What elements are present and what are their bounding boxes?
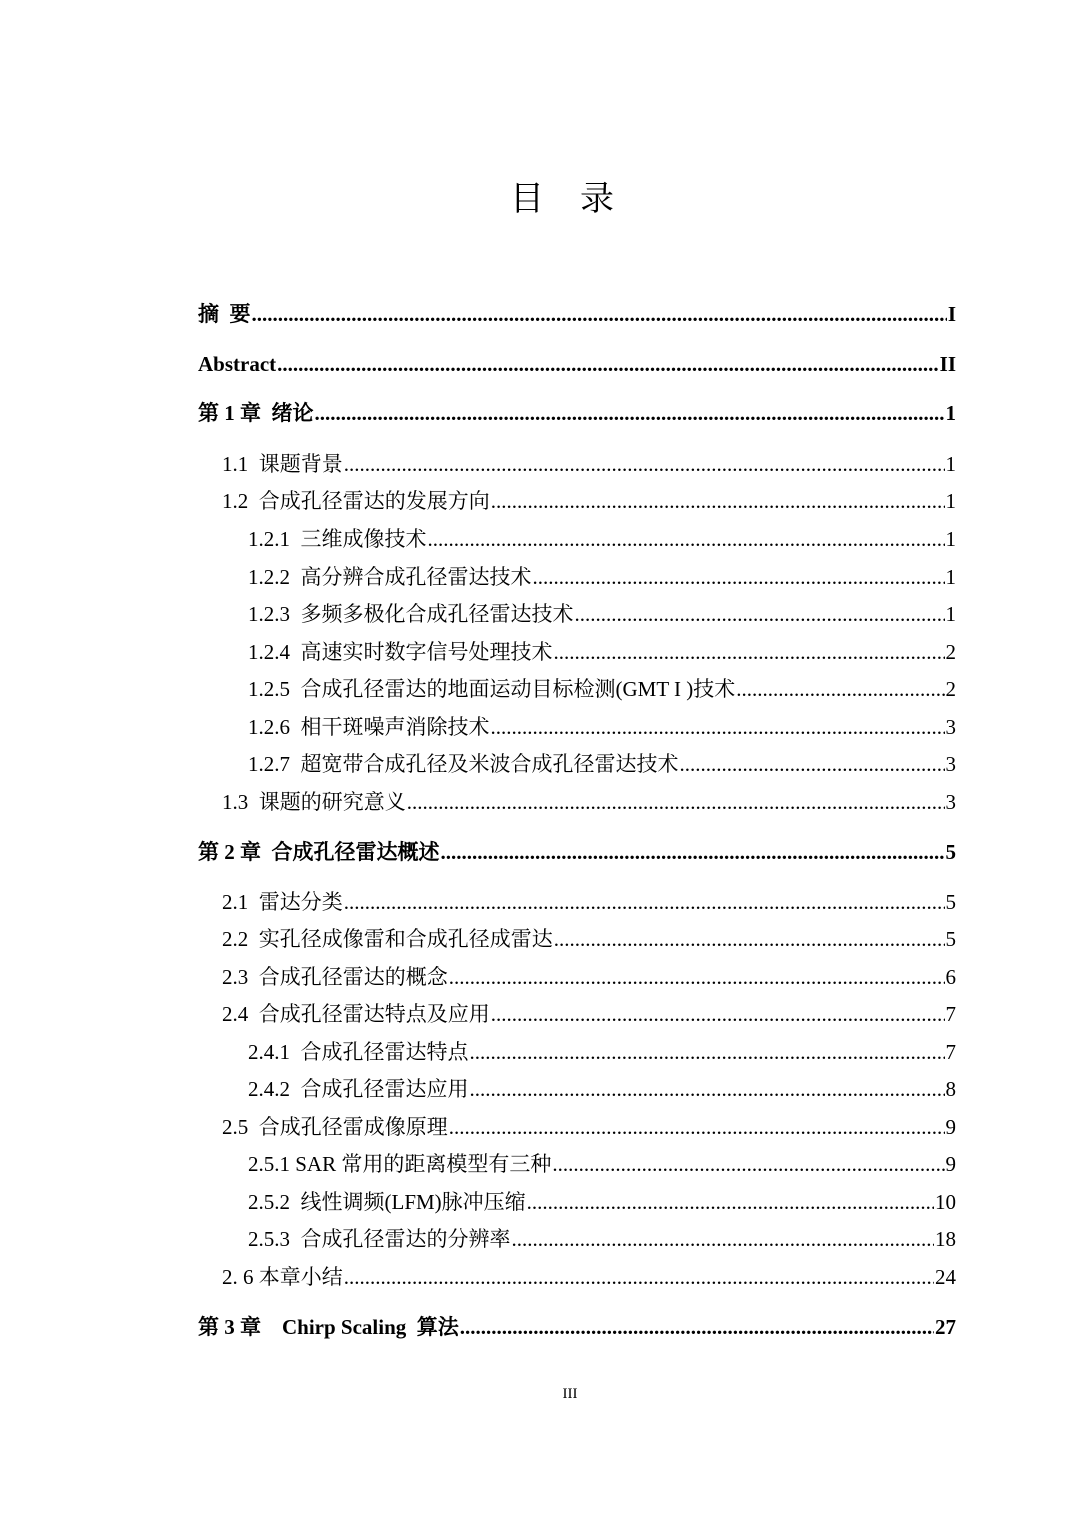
toc-entry[interactable] [198,1312,956,1342]
toc-dot-leader [344,887,945,917]
toc-entry-page-number: 3 [945,752,956,776]
toc-entry[interactable] [222,1112,956,1142]
toc-entry-label: 1.2.3 多频多极化合成孔径雷达技术 [248,602,574,626]
toc-dot-leader [533,562,945,592]
toc-entry-label: 2.5.1 SAR 常用的距离模型有三种 [248,1152,552,1176]
toc-dot-leader [491,712,945,742]
toc-entry-label: 2.5.3 合成孔径雷达的分辨率 [248,1227,511,1251]
toc-entry-label: 2.4.2 合成孔径雷达应用 [248,1077,469,1101]
toc-entry-label: 1.2.6 相干斑噪声消除技术 [248,715,490,739]
toc-entry[interactable] [248,599,956,629]
toc-entry-label: 1.2.2 高分辨合成孔径雷达技术 [248,565,532,589]
toc-entry-label: 第 2 章 合成孔径雷达概述 [198,840,440,864]
toc-entry-label: 2.4 合成孔径雷达特点及应用 [222,1002,490,1026]
toc-entry-page-number: 2 [945,677,956,701]
toc-entry-page-number: 24 [935,1265,956,1289]
toc-dot-leader [736,674,944,704]
toc-entry-page-number: 1 [945,565,956,589]
toc-entry-label: 1.2.1 三维成像技术 [248,527,427,551]
toc-entry[interactable] [248,1074,956,1104]
toc-entry-page-number: 3 [945,715,956,739]
toc-entry-page-number: 18 [935,1227,956,1251]
toc-entry-page-number: 5 [945,890,956,914]
toc-dot-leader [680,749,945,779]
toc-dot-leader [575,599,945,629]
toc-entry[interactable] [222,924,956,954]
toc-entry-label: 摘 要 [198,302,251,326]
toc-entry-page-number: II [939,352,956,376]
toc-dot-leader [449,1112,945,1142]
toc-dot-leader [554,924,945,954]
toc-entry[interactable] [222,486,956,516]
toc-entry-label: Abstract [198,352,277,376]
toc-entry-label: 2.2 实孔径成像雷和合成孔径成雷达 [222,927,553,951]
toc-entry[interactable] [248,674,956,704]
toc-entry[interactable] [248,749,956,779]
toc-entry-page-number: I [947,302,956,326]
toc-entry-page-number: 7 [945,1002,956,1026]
toc-entry-label: 第 1 章 绪论 [198,401,314,425]
toc-entry-label: 1.1 课题背景 [222,452,343,476]
toc-entry-page-number: 1 [945,527,956,551]
toc-dot-leader [428,524,945,554]
toc-entry[interactable] [222,787,956,817]
toc-entry-page-number: 7 [945,1040,956,1064]
toc-entry-label: 2.3 合成孔径雷达的概念 [222,965,448,989]
toc-entry-page-number: 1 [945,489,956,513]
toc-entry[interactable] [222,449,956,479]
toc-dot-leader [491,999,945,1029]
toc-dot-leader [344,1262,934,1292]
toc-entry[interactable] [248,1037,956,1067]
toc-entry-page-number: 3 [945,790,956,814]
toc-entry-label: 1.2.7 超宽带合成孔径及米波合成孔径雷达技术 [248,752,679,776]
toc-entry-label: 第 3 章 Chirp Scaling 算法 [198,1315,459,1339]
toc-entry-page-number: 1 [945,401,956,425]
toc-entry[interactable] [248,712,956,742]
toc-entry-page-number: 2 [945,640,956,664]
toc-entry[interactable] [248,562,956,592]
toc-dot-leader [470,1037,945,1067]
toc-entry-page-number: 1 [945,452,956,476]
page-number-footer: III [562,1386,578,1402]
toc-entry-page-number: 9 [945,1152,956,1176]
toc-entry[interactable] [198,398,956,428]
toc-entry[interactable] [248,1187,956,1217]
toc-dot-leader [470,1074,945,1104]
toc-dot-leader [407,787,945,817]
toc-entry[interactable] [248,1149,956,1179]
toc-entry[interactable] [198,299,956,329]
toc-dot-leader [512,1224,935,1254]
toc-dot-leader [449,962,945,992]
toc-dot-leader [554,637,945,667]
toc-dot-leader [460,1312,934,1342]
toc-dot-leader [552,1149,944,1179]
toc-entry-label: 2.5.2 线性调频(LFM)脉冲压缩 [248,1190,526,1214]
toc-entry[interactable] [248,524,956,554]
toc-entry[interactable] [248,1224,956,1254]
toc-entry-label: 1.2 合成孔径雷达的发展方向 [222,489,490,513]
toc-dot-leader [252,299,947,329]
toc-entry-page-number: 6 [945,965,956,989]
toc-entry-label: 1.2.5 合成孔径雷达的地面运动目标检测(GMT I )技术 [248,677,736,701]
toc-entry-page-number: 9 [945,1115,956,1139]
page-title: 目录 [510,181,650,218]
toc-entry-label: 2.4.1 合成孔径雷达特点 [248,1040,469,1064]
toc-entry-label: 2.5 合成孔径雷成像原理 [222,1115,448,1139]
toc-entry[interactable] [248,637,956,667]
toc-entry-label: 2. 6 本章小结 [222,1265,343,1289]
toc-entry[interactable] [222,1262,956,1292]
toc-entry-page-number: 1 [945,602,956,626]
toc-entry-page-number: 27 [935,1315,956,1339]
toc-dot-leader [344,449,945,479]
toc-entry-page-number: 5 [945,840,956,864]
toc-entry-page-number: 5 [945,927,956,951]
toc-entry[interactable] [222,887,956,917]
toc-dot-leader [491,486,945,516]
toc-entry[interactable] [198,837,956,867]
toc-dot-leader [527,1187,934,1217]
toc-dot-leader [441,837,945,867]
toc-dot-leader [315,398,945,428]
toc-entry-label: 1.3 课题的研究意义 [222,790,406,814]
toc-dot-leader [277,349,938,379]
toc-entry[interactable] [198,349,956,379]
toc-entry-page-number: 10 [935,1190,956,1214]
toc-entry[interactable] [222,999,956,1029]
toc-entry-label: 1.2.4 高速实时数字信号处理技术 [248,640,553,664]
toc-entry[interactable] [222,962,956,992]
toc-entry-page-number: 8 [945,1077,956,1101]
toc-entry-label: 2.1 雷达分类 [222,890,343,914]
